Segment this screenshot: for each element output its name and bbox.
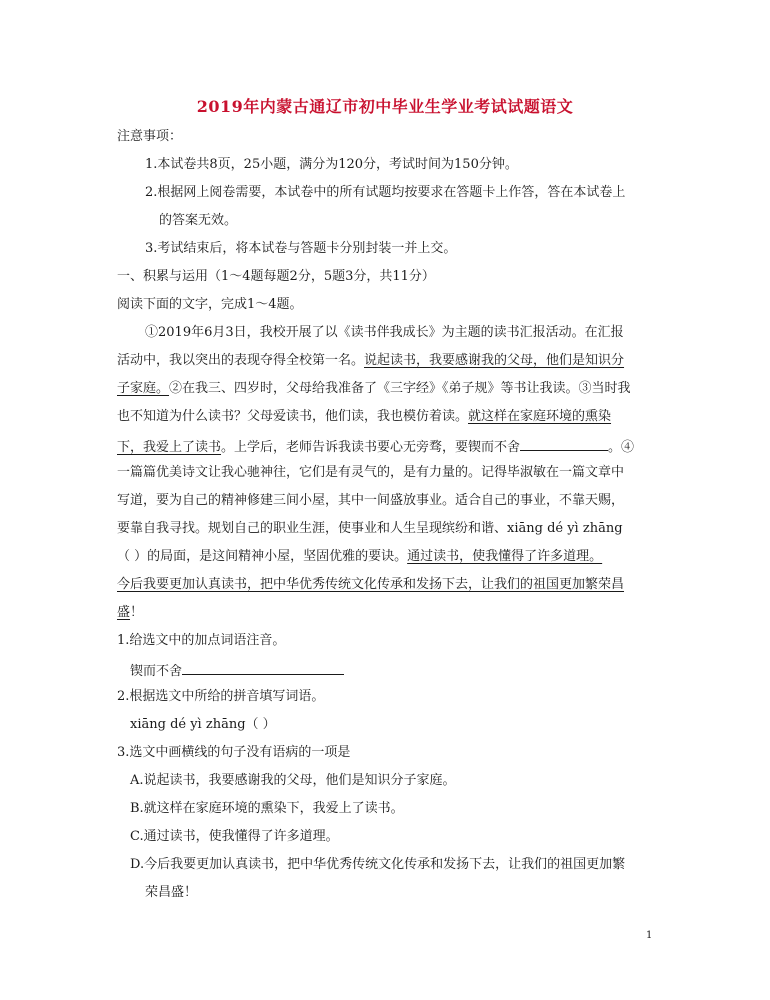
passage-line [117,576,624,594]
option-c: C.通过读书，使我懂得了许多道理。 [130,829,339,844]
underlined-sentence-d: 盛 [117,605,131,620]
notice-item-1: 1.本试卷共8页，25小题，满分为120分，考试时间为150分钟。 [145,157,518,172]
reading-instruction: 阅读下面的文字，完成1～4题。 [117,297,303,312]
passage-line [117,352,624,370]
underlined-sentence-b: 下，我爱上了读书 [117,440,222,455]
question-1-word: 锲而不舍 [130,664,183,679]
option-b: B.就这样在家庭环境的熏染下，我爱上了读书。 [130,801,404,816]
passage-text: （ ）的局面，是这间精神小屋，坚固优雅的要诀。 [117,549,408,564]
passage-text: ！ [130,605,144,620]
option-a: A.说起读书，我要感谢我的父母，他们是知识分子家庭。 [130,773,456,788]
underlined-sentence-a: 子家庭。 [117,381,170,396]
question-1-item [130,660,344,681]
underlined-sentence-a: 说起读书，我要感谢我的父母，他们是知识分 [364,353,625,368]
question-1-stem: 1.给选文中的加点词语注音。 [117,633,286,648]
option-d-cont: 荣昌盛！ [145,885,198,900]
notice-heading: 注意事项： [117,129,183,144]
question-2-stem: 2.根据选文中所给的拼音填写词语。 [117,689,325,704]
passage-line [117,408,611,426]
notice-item-3: 3.考试结束后，将本试卷与答题卡分别封装一并上交。 [145,241,457,256]
passage-text: ②在我三、四岁时，父母给我准备了《三字经》《弟子规》等书让我读。③当时我 [169,381,631,396]
underlined-sentence-d: 今后我要更加认真读书，把中华优秀传统文化传承和发扬下去，让我们的祖国更加繁荣昌 [117,577,625,592]
question-3-stem: 3.选文中画横线的句子没有语病的一项是 [117,745,351,760]
answer-blank[interactable] [182,660,344,675]
notice-item-2-cont: 的答案无效。 [159,213,238,228]
passage-text: 。④ [608,440,635,455]
passage-text: 活动中，我以突出的表现夺得全校第一名。 [117,353,365,368]
answer-blank[interactable] [520,436,608,451]
option-d: D.今后我要更加认真读书，把中华优秀传统文化传承和发扬下去，让我们的祖国更加繁 [130,857,626,872]
page-number: 1 [646,930,653,941]
underlined-sentence-b: 就这样在家庭环境的熏染 [468,409,612,424]
question-2-item: xiāng dé yì zhāng（ ） [130,717,276,732]
section-heading: 一、积累与运用（1～4题每题2分，5题3分，共11分） [117,269,435,284]
passage-line [117,604,143,622]
passage-line: 一篇篇优美诗文让我心驰神往，它们是有灵气的，是有力量的。记得毕淑敏在一篇文章中 [117,465,625,480]
passage-line [117,380,631,398]
exam-title: 2019年内蒙古通辽市初中毕业生学业考试试题语文 [196,97,574,116]
passage-line: 写道，要为自己的精神修建三间小屋，其中一间盛放事业。适合自己的事业，不靠天赐， [117,493,625,508]
passage-text: 。上学后，老师告诉我读书要心无旁骛，要锲而不舍 [221,440,521,455]
passage-line: ①2019年6月3日，我校开展了以《读书伴我成长》为主题的读书汇报活动。在汇报 [145,325,624,340]
passage-line: 要靠自我寻找。规划自己的职业生涯，使事业和人生呈现缤纷和谐、xiāng dé yì zhāng [117,521,623,536]
passage-line [117,436,634,457]
passage-line [117,548,602,566]
notice-item-2: 2.根据网上阅卷需要，本试卷中的所有试题均按要求在答题卡上作答，答在本试卷上 [145,185,626,200]
underlined-sentence-c: 通过读书，使我懂得了许多道理。 [407,549,603,564]
passage-text: 也不知道为什么读书？父母爱读书，他们读，我也模仿着读。 [117,409,469,424]
